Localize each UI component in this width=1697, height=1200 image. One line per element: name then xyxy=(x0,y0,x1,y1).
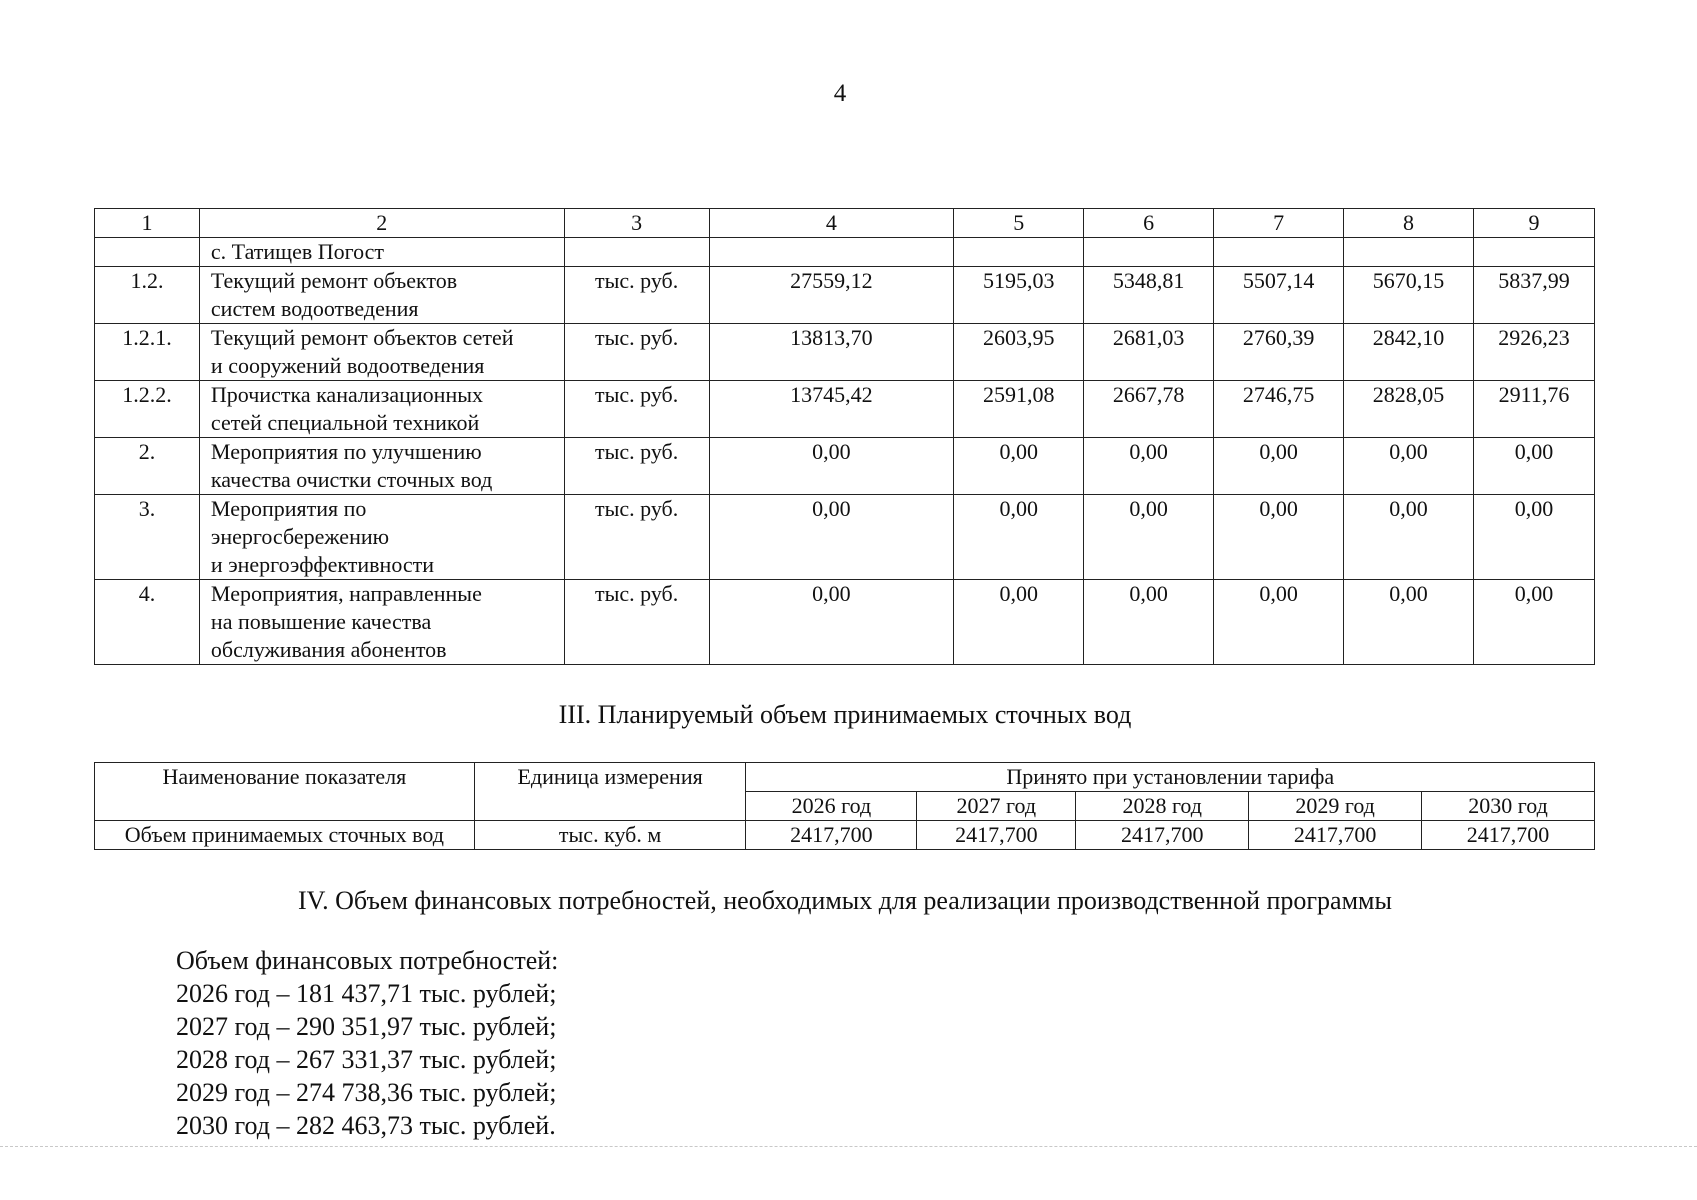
row-unit: тыс. руб. xyxy=(564,438,709,495)
column-header: 7 xyxy=(1214,209,1344,238)
row-unit: тыс. руб. xyxy=(564,495,709,580)
row-name: Объем принимаемых сточных вод xyxy=(95,821,475,850)
table-row xyxy=(95,438,1595,495)
year-header: 2027 год xyxy=(917,792,1076,821)
row-name-line: и сооружений водоотведения xyxy=(210,353,485,378)
year-header: 2030 год xyxy=(1422,792,1595,821)
financial-line: 2027 год – 290 351,97 тыс. рублей; xyxy=(176,1012,557,1041)
year-header: 2029 год xyxy=(1249,792,1422,821)
row-value: 2591,08 xyxy=(954,381,1084,438)
row-value: 5348,81 xyxy=(1084,267,1214,324)
row-name xyxy=(199,495,564,580)
row-number: 4. xyxy=(95,580,200,665)
row-name xyxy=(199,267,564,324)
column-header: 6 xyxy=(1084,209,1214,238)
row-unit: тыс. руб. xyxy=(564,324,709,381)
row-name-line: Мероприятия, направленные xyxy=(210,581,482,606)
row-value: 0,00 xyxy=(709,438,954,495)
row-value: 2417,700 xyxy=(1076,821,1249,850)
page-number: 4 xyxy=(833,80,847,107)
row-value: 0,00 xyxy=(1344,438,1474,495)
row-value: 0,00 xyxy=(1214,495,1344,580)
row-name-line: Текущий ремонт объектов xyxy=(210,268,458,293)
row-unit: тыс. руб. xyxy=(564,381,709,438)
row-value: 13745,42 xyxy=(709,381,954,438)
row-value: 2417,700 xyxy=(1249,821,1422,850)
financial-line: 2028 год – 267 331,37 тыс. рублей; xyxy=(176,1045,557,1074)
row-value: 2417,700 xyxy=(1422,821,1595,850)
column-header: 8 xyxy=(1344,209,1474,238)
row-name-line: на повышение качества xyxy=(210,609,432,634)
row-unit: тыс. куб. м xyxy=(474,821,746,850)
row-name-line: Мероприятия по xyxy=(210,496,367,521)
table-row xyxy=(95,821,1595,850)
row-value: 2828,05 xyxy=(1344,381,1474,438)
table-row xyxy=(95,381,1595,438)
row-value: 2746,75 xyxy=(1214,381,1344,438)
table-body xyxy=(95,238,1595,665)
row-value: 0,00 xyxy=(1344,580,1474,665)
row-value xyxy=(1214,238,1344,267)
row-value: 0,00 xyxy=(709,495,954,580)
row-value: 5837,99 xyxy=(1473,267,1594,324)
row-value: 2842,10 xyxy=(1344,324,1474,381)
table-row xyxy=(95,267,1595,324)
row-value: 0,00 xyxy=(954,495,1084,580)
row-value: 0,00 xyxy=(1214,438,1344,495)
row-value: 0,00 xyxy=(1084,580,1214,665)
row-number: 2. xyxy=(95,438,200,495)
year-header: 2026 год xyxy=(746,792,917,821)
row-name-line: качества очистки сточных вод xyxy=(210,467,493,492)
row-value: 0,00 xyxy=(1084,495,1214,580)
row-value: 0,00 xyxy=(709,580,954,665)
row-value: 5507,14 xyxy=(1214,267,1344,324)
table-row xyxy=(95,580,1595,665)
row-value: 2681,03 xyxy=(1084,324,1214,381)
row-value: 0,00 xyxy=(1344,495,1474,580)
row-name-line: с. Татищев Погост xyxy=(210,239,385,264)
row-name xyxy=(199,324,564,381)
row-number: 1.2. xyxy=(95,267,200,324)
row-name xyxy=(199,438,564,495)
row-name-line: Прочистка канализационных xyxy=(210,382,484,407)
row-value: 13813,70 xyxy=(709,324,954,381)
row-value: 2667,78 xyxy=(1084,381,1214,438)
column-header-name: Наименование показателя xyxy=(95,763,475,821)
column-header: 9 xyxy=(1473,209,1594,238)
row-value xyxy=(1084,238,1214,267)
row-value xyxy=(709,238,954,267)
row-name xyxy=(199,381,564,438)
row-value: 0,00 xyxy=(1473,495,1594,580)
column-header-unit: Единица измерения xyxy=(474,763,746,821)
row-value xyxy=(1473,238,1594,267)
wastewater-volume-table xyxy=(94,762,1595,850)
column-header-group: Принято при установлении тарифа xyxy=(746,763,1595,792)
section-3-title: III. Планируемый объем принимаемых сточных вод xyxy=(558,700,1132,729)
table-row xyxy=(95,324,1595,381)
column-header: 3 xyxy=(564,209,709,238)
row-value: 2911,76 xyxy=(1473,381,1594,438)
row-name-line: Текущий ремонт объектов сетей xyxy=(210,325,514,350)
financial-intro: Объем финансовых потребностей: xyxy=(176,946,559,975)
row-name-line: Мероприятия по улучшению xyxy=(210,439,482,464)
row-value: 5195,03 xyxy=(954,267,1084,324)
financial-needs-block xyxy=(176,944,558,1142)
column-header: 4 xyxy=(709,209,954,238)
row-value: 0,00 xyxy=(954,438,1084,495)
row-number: 3. xyxy=(95,495,200,580)
table-header-row xyxy=(95,763,1595,792)
row-unit: тыс. руб. xyxy=(564,580,709,665)
row-value xyxy=(954,238,1084,267)
table-row xyxy=(95,238,1595,267)
year-header: 2028 год xyxy=(1076,792,1249,821)
section-4-title: IV. Объем финансовых потребностей, необходимых для реализации производственной программы xyxy=(298,886,1392,915)
row-value: 2417,700 xyxy=(917,821,1076,850)
financial-line: 2029 год – 274 738,36 тыс. рублей; xyxy=(176,1078,557,1107)
row-unit xyxy=(564,238,709,267)
row-unit: тыс. руб. xyxy=(564,267,709,324)
program-table xyxy=(94,208,1595,665)
row-value: 2603,95 xyxy=(954,324,1084,381)
financial-line: 2026 год – 181 437,71 тыс. рублей; xyxy=(176,979,557,1008)
row-name-line: сетей специальной техникой xyxy=(210,410,480,435)
row-name-line: энергосбережению xyxy=(210,524,390,549)
row-value: 0,00 xyxy=(1084,438,1214,495)
row-number: 1.2.2. xyxy=(95,381,200,438)
row-value: 0,00 xyxy=(1473,438,1594,495)
row-value: 2926,23 xyxy=(1473,324,1594,381)
row-value: 2417,700 xyxy=(746,821,917,850)
row-value: 0,00 xyxy=(1473,580,1594,665)
column-header: 5 xyxy=(954,209,1084,238)
row-value: 27559,12 xyxy=(709,267,954,324)
row-value: 0,00 xyxy=(1214,580,1344,665)
column-header: 2 xyxy=(199,209,564,238)
row-value: 2760,39 xyxy=(1214,324,1344,381)
table-row xyxy=(95,495,1595,580)
column-header: 1 xyxy=(95,209,200,238)
row-value: 5670,15 xyxy=(1344,267,1474,324)
row-name xyxy=(199,238,564,267)
scan-divider xyxy=(0,1146,1697,1147)
table-header-row xyxy=(95,209,1595,238)
row-value: 0,00 xyxy=(954,580,1084,665)
row-name xyxy=(199,580,564,665)
financial-line: 2030 год – 282 463,73 тыс. рублей. xyxy=(176,1111,556,1140)
row-number: 1.2.1. xyxy=(95,324,200,381)
row-name-line: систем водоотведения xyxy=(210,296,419,321)
row-number xyxy=(95,238,200,267)
row-value xyxy=(1344,238,1474,267)
row-name-line: обслуживания абонентов xyxy=(210,637,447,662)
row-name-line: и энергоэффективности xyxy=(210,552,435,577)
